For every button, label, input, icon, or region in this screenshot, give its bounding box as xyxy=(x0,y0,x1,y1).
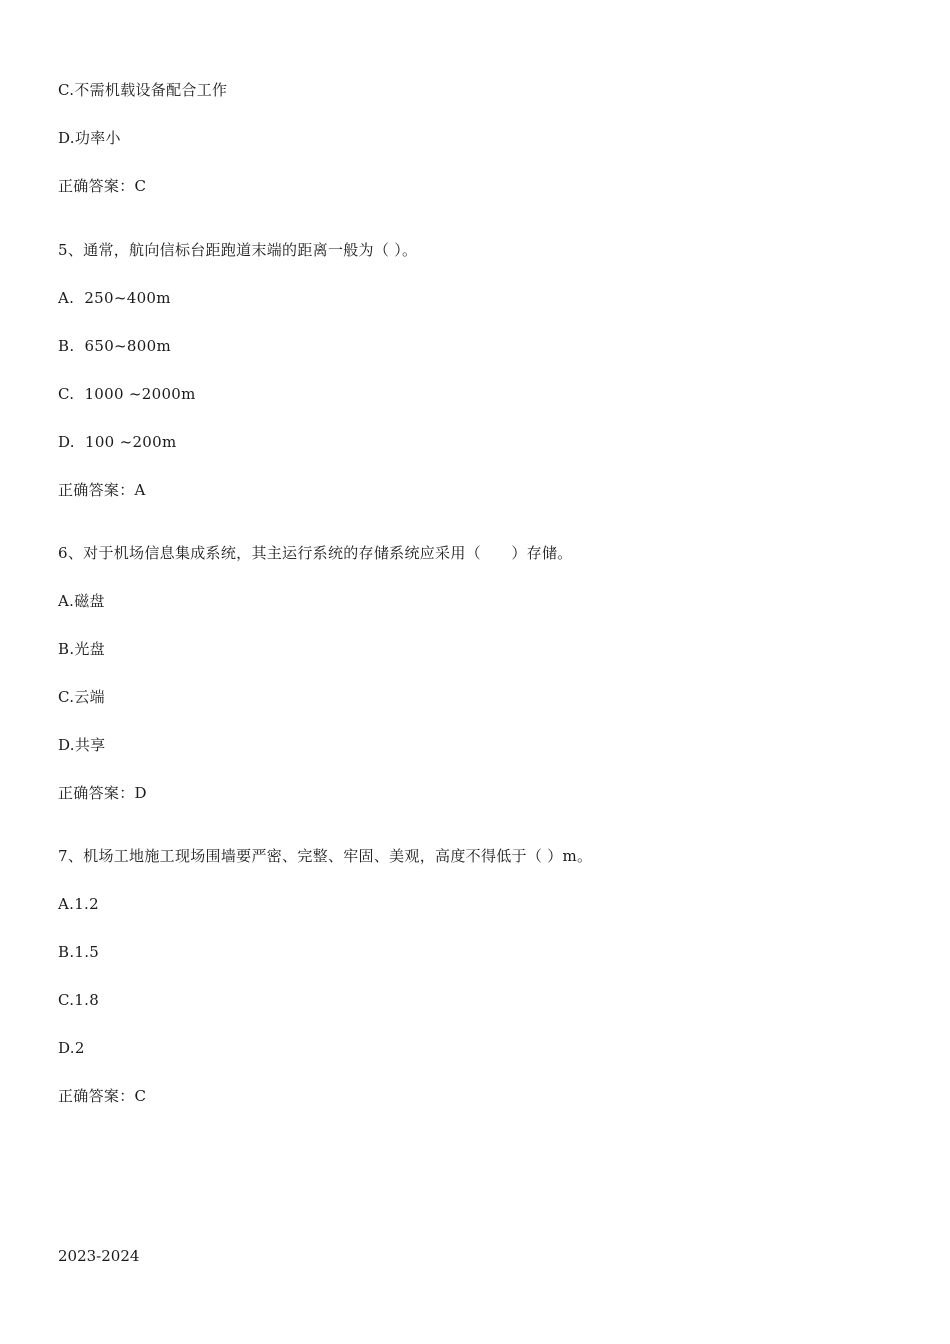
option-c-q6: C.云端 xyxy=(58,688,105,706)
question-6: 6、对于机场信息集成系统，其主运行系统的存储系统应采用（ ）存储。 xyxy=(58,544,573,562)
answer-q7: 正确答案：C xyxy=(58,1087,147,1105)
option-b-q7: B.1.5 xyxy=(58,943,100,961)
option-a-q7: A.1.2 xyxy=(58,895,99,913)
option-b-q5: B. 650~800m xyxy=(58,337,171,355)
answer-q5: 正确答案：A xyxy=(58,481,146,499)
option-d-q7: D.2 xyxy=(58,1039,85,1057)
option-a-q6: A.磁盘 xyxy=(58,592,105,610)
option-a-q5: A. 250~400m xyxy=(58,289,171,307)
page-footer-year: 2023-2024 xyxy=(58,1247,140,1265)
option-c-q7: C.1.8 xyxy=(58,991,100,1009)
question-7: 7、机场工地施工现场围墙要严密、完整、牢固、美观，高度不得低于（ ）m。 xyxy=(58,847,593,865)
option-b-q6: B.光盘 xyxy=(58,640,105,658)
question-5: 5、通常，航向信标台距跑道末端的距离一般为（ ）。 xyxy=(58,241,418,259)
option-c-q4: C.不需机载设备配合工作 xyxy=(58,81,228,99)
option-d-q5: D. 100 ~200m xyxy=(58,433,177,451)
option-c-q5: C. 1000 ~2000m xyxy=(58,385,196,403)
option-d-q4: D.功率小 xyxy=(58,129,121,147)
answer-q6: 正确答案：D xyxy=(58,784,147,802)
option-d-q6: D.共享 xyxy=(58,736,106,754)
answer-q4: 正确答案：C xyxy=(58,177,147,195)
